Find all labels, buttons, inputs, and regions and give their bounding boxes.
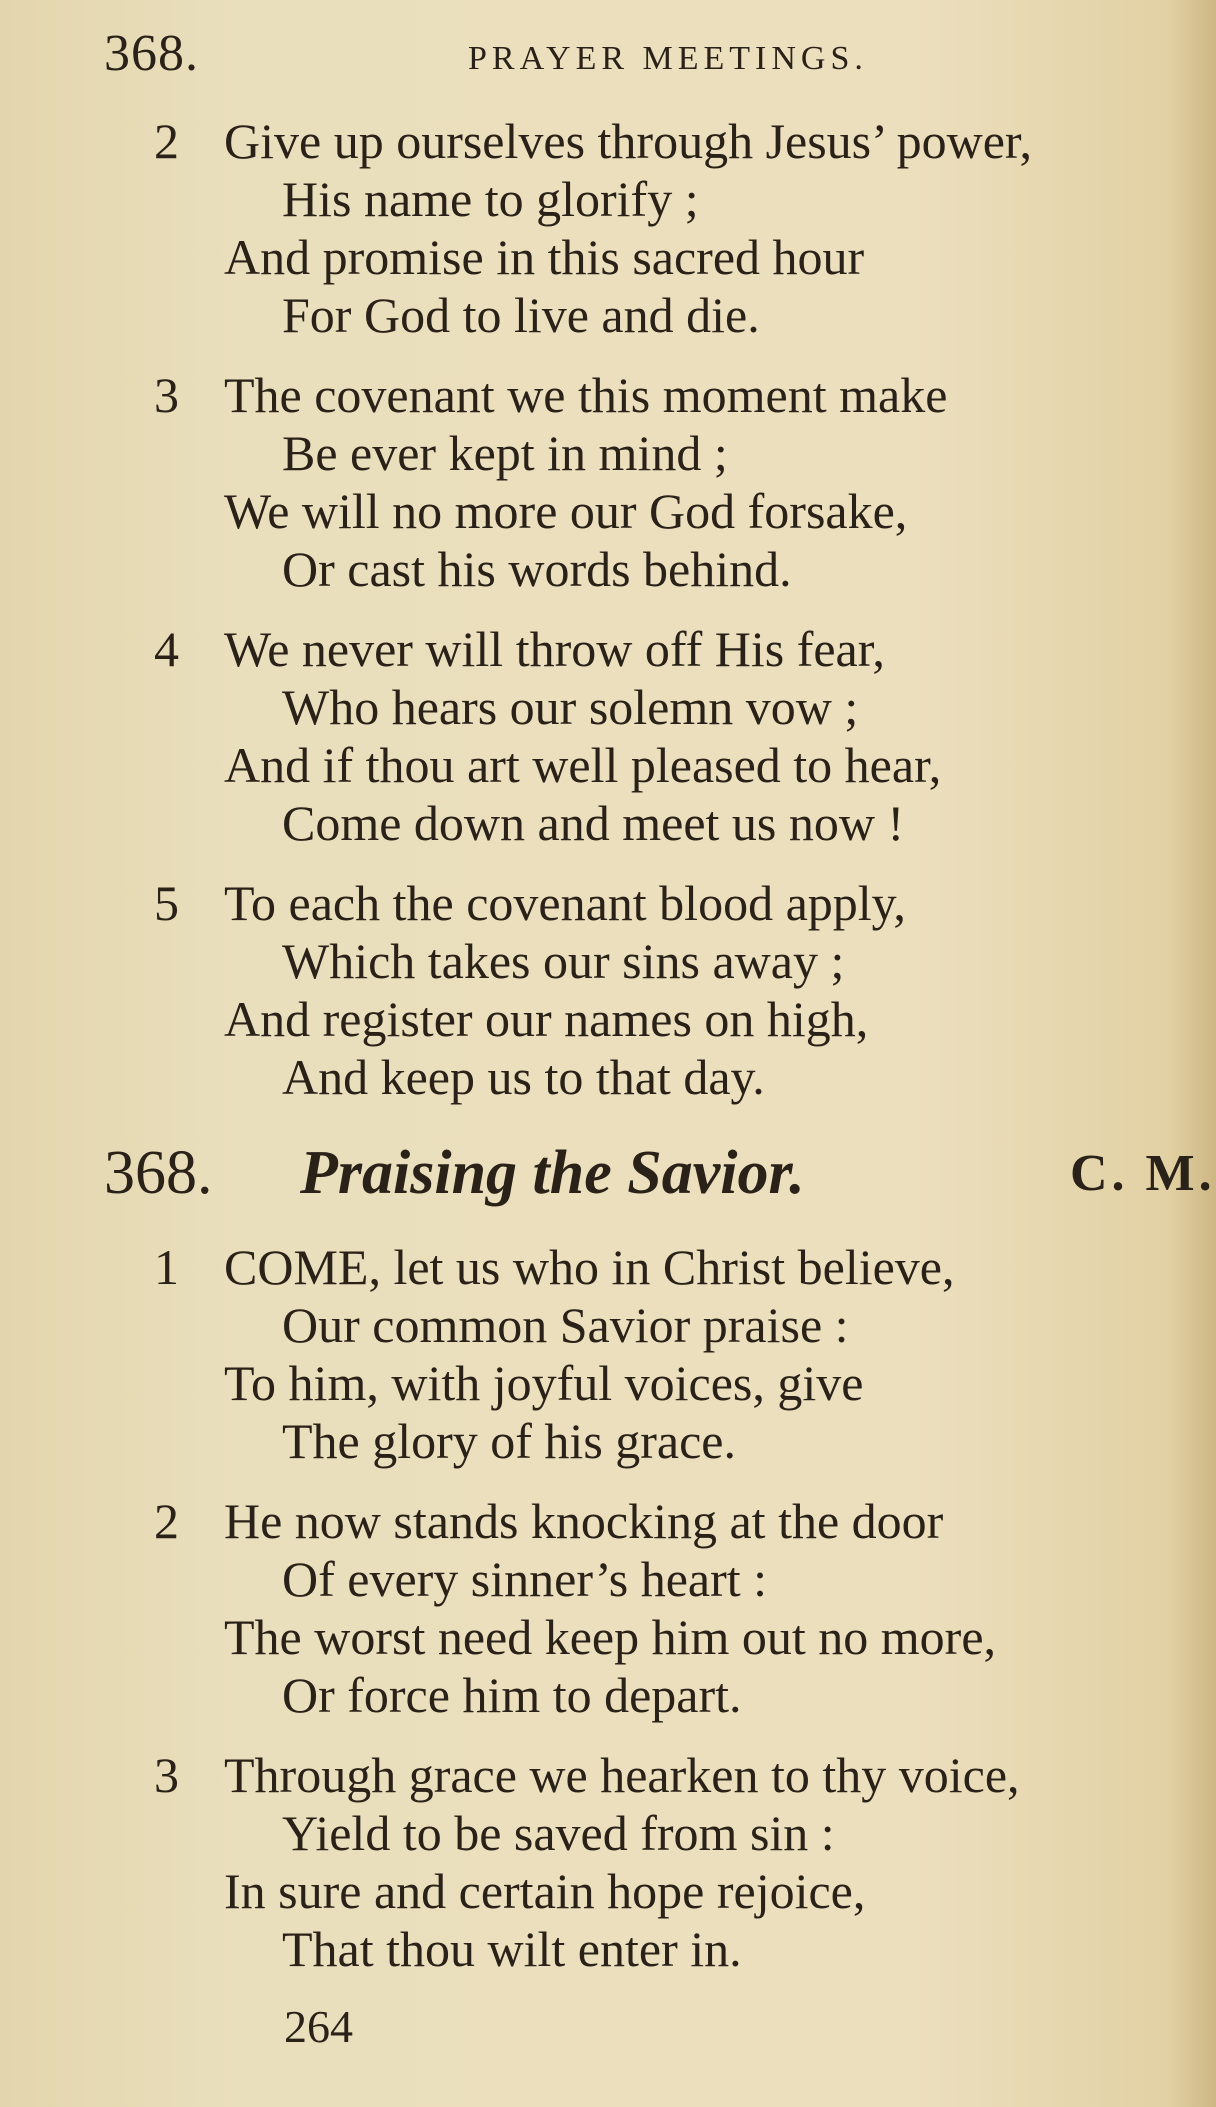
page-number-bottom: 264 <box>284 2001 353 2052</box>
verse-2-prev <box>104 112 1216 344</box>
verse-line: Of every sinner’s heart : <box>282 1551 768 1607</box>
verse-line: We never will throw off His fear, <box>224 621 885 677</box>
verse-line: The worst need keep him out no more, <box>224 1609 997 1665</box>
verse-number: 2 <box>154 113 179 169</box>
verse-line: Come down and meet us now ! <box>282 795 905 851</box>
verse-line: Give up ourselves through Jesus’ power, <box>224 113 1033 169</box>
verse-number: 3 <box>154 1747 179 1803</box>
verse-line: Through grace we hearken to thy voice, <box>224 1747 1020 1803</box>
verse-line: Our common Savior praise : <box>282 1297 849 1353</box>
verse-line: That thou wilt enter in. <box>282 1921 742 1977</box>
verse-line: And keep us to that day. <box>282 1049 765 1105</box>
hymn-number: 368. <box>104 1139 213 1207</box>
verse-line: To each the covenant blood apply, <box>224 875 906 931</box>
verse-number: 4 <box>154 621 179 677</box>
page-header <box>104 0 1216 112</box>
running-head: PRAYER MEETINGS. <box>468 40 868 77</box>
verse-line: COME, let us who in Christ believe, <box>224 1239 955 1295</box>
verse-line: And if thou art well pleased to hear, <box>224 737 942 793</box>
hymn-title: Praising the Savior. <box>300 1139 805 1207</box>
verse-line: He now stands knocking at the door <box>224 1493 944 1549</box>
verse-line: Which takes our sins away ; <box>282 933 845 989</box>
verse-line: In sure and certain hope rejoice, <box>224 1863 866 1919</box>
verse-line: Or force him to depart. <box>282 1667 742 1723</box>
verse-line: And promise in this sacred hour <box>224 229 865 285</box>
hymn-meter: C. M. <box>1070 1145 1216 1202</box>
verse-3 <box>104 1746 1216 1978</box>
verse-number: 3 <box>154 367 179 423</box>
verse-line: Who hears our solemn vow ; <box>282 679 859 735</box>
page-number-top: 368. <box>104 25 199 82</box>
verse-number: 2 <box>154 1493 179 1549</box>
verse-1 <box>104 1238 1216 1470</box>
verse-line: To him, with joyful voices, give <box>224 1355 864 1411</box>
verse-line: For God to live and die. <box>282 287 760 343</box>
verse-line: The covenant we this moment make <box>224 367 948 423</box>
verse-line: Be ever kept in mind ; <box>282 425 728 481</box>
verse-2 <box>104 1492 1216 1724</box>
verse-number: 1 <box>154 1239 179 1295</box>
verse-5-prev <box>104 874 1216 1106</box>
verse-line: And register our names on high, <box>224 991 869 1047</box>
verse-number: 5 <box>154 875 179 931</box>
verse-line: Yield to be saved from sin : <box>282 1805 835 1861</box>
verse-line: The glory of his grace. <box>282 1413 737 1469</box>
verse-line: We will no more our God forsake, <box>224 483 908 539</box>
verse-4-prev <box>104 620 1216 852</box>
verse-3-prev <box>104 366 1216 598</box>
verse-line: His name to glorify ; <box>282 171 699 227</box>
hymn-heading <box>104 1128 1216 1220</box>
verse-line: Or cast his words behind. <box>282 541 792 597</box>
